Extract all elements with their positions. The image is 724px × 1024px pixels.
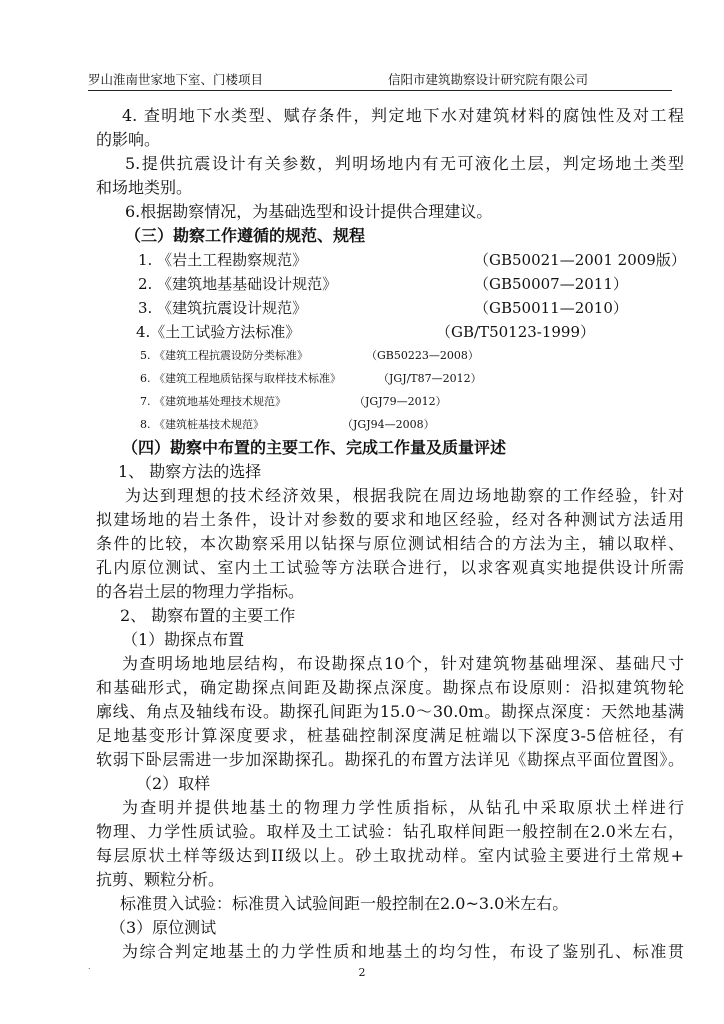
standard-name: 5. 《建筑工程抗震设防分类标准》: [140, 349, 308, 362]
sub1-line: 足地基变形计算深度要求，桩基础控制深度满足桩端以下深度3-5倍桩径，有: [96, 726, 684, 745]
sub2-line: 物理、力学性质试验。取样及土工试验：钻孔取样间距一般控制在2.0米左右，: [96, 822, 684, 841]
layout-heading: 2、 勘察布置的主要工作: [120, 606, 296, 625]
header-company-name: 信阳市建筑勘察设计研究院有限公司: [388, 72, 589, 87]
standard-code: （GB50011—2010）: [474, 299, 628, 317]
spt-line: 标准贯入试验：标准贯入试验间距一般控制在2.0~3.0米左右。: [120, 894, 569, 913]
task-4-line-1: 4. 查明地下水类型、赋存条件，判定地下水对建筑材料的腐蚀性及对工程: [122, 106, 684, 125]
standard-row: [96, 272, 684, 296]
standard-row: [96, 320, 684, 344]
standard-code: （JGJ79—2012）: [354, 395, 447, 408]
task-5-line-2: 和场地类别。: [96, 178, 193, 197]
task-4-line-2: 的影响。: [96, 130, 161, 149]
sub1-line: 为查明场地地层结构，布设勘探点10个，针对建筑物基础埋深、基础尺寸: [122, 654, 684, 673]
page-header: [88, 72, 672, 91]
sub1-line: 和基础形式，确定勘探点间距及勘探点深度。勘探点布设原则：沿拟建筑物轮: [96, 678, 684, 697]
standard-row: [96, 344, 684, 367]
method-line: 的各岩土层的物理力学指标。: [96, 582, 305, 601]
method-heading: 1、 勘察方法的选择: [118, 462, 262, 481]
sub3-line: 为综合判定地基土的力学性质和地基土的均匀性，布设了鉴别孔、标准贯: [122, 942, 684, 961]
sub2-line: 为查明并提供地基土的物理力学性质指标，从钻孔中采取原状土样进行: [122, 798, 684, 817]
header-project-name: 罗山淮南世家地下室、门楼项目: [88, 72, 264, 87]
sub3-heading: （3）原位测试: [110, 918, 217, 937]
sub1-line: 软弱下卧层需进一步加深勘探孔。勘探孔的布置方法详见《勘探点平面位置图》。: [96, 750, 684, 769]
standard-name: 4.《土工试验方法标准》: [136, 323, 301, 341]
standard-row: [96, 413, 684, 436]
standard-code: （JGJ/T87—2012）: [378, 372, 482, 385]
sub2-line: 每层原状土样等级达到II级以上。砂土取扰动样。室内试验主要进行土常规+: [96, 846, 684, 865]
sub2-line: 抗剪、颗粒分析。: [96, 870, 225, 889]
method-line: 孔内原位测试、室内土工试验等方法联合进行，以求客观真实地提供设计所需: [96, 558, 684, 577]
method-line: 条件的比较，本次勘察采用以钻探与原位测试相结合的方法为主，辅以取样、: [96, 534, 684, 553]
method-line: 拟建场地的岩土条件，设计对参数的要求和地区经验，经对各种测试方法适用: [96, 510, 684, 529]
sub1-heading: （1）勘探点布置: [122, 630, 245, 649]
standard-name: 8. 《建筑桩基技术规范》: [140, 418, 264, 431]
standard-code: （JGJ94—2008）: [342, 418, 435, 431]
method-line: 为达到理想的技术经济效果，根据我院在周边场地勘察的工作经验，针对: [125, 486, 684, 505]
sub2-heading: （2）取样: [136, 774, 211, 793]
standard-code: （GB/T50123-1999）: [436, 323, 596, 341]
standard-row: [96, 367, 684, 390]
page-body: [96, 104, 684, 964]
standard-code: （GB50007—2011）: [474, 275, 628, 293]
standard-name: 2. 《建筑地基基础设计规范》: [138, 275, 338, 293]
standard-row: [96, 296, 684, 320]
standard-row: [96, 390, 684, 413]
section-3-title: （三）勘察工作遵循的规范、规程: [125, 226, 366, 245]
task-6: 6.根据勘察情况，为基础选型和设计提供合理建议。: [125, 202, 493, 221]
standard-code: （GB50021—2001 2009版）: [474, 251, 686, 269]
standard-name: 3. 《建筑抗震设计规范》: [138, 299, 308, 317]
standard-row: [96, 248, 684, 272]
standard-code: （GB50223—2008）: [366, 349, 479, 362]
standard-name: 7. 《建筑地基处理技术规范》: [140, 395, 286, 408]
standard-name: 1. 《岩土工程勘察规范》: [138, 251, 308, 269]
standard-name: 6. 《建筑工程地质钻探与取样技术标准》: [140, 372, 341, 385]
sub1-line: 廓线、角点及轴线布设。勘探孔间距为15.0～30.0m。勘探点深度：天然地基满: [96, 702, 684, 721]
corner-mark: .: [88, 962, 91, 971]
task-5-line-1: 5.提供抗震设计有关参数，判明场地内有无可液化土层，判定场地土类型: [125, 154, 684, 173]
page-number: 2: [358, 966, 366, 979]
section-4-title: （四）勘察中布置的主要工作、完成工作量及质量评述: [122, 438, 507, 457]
